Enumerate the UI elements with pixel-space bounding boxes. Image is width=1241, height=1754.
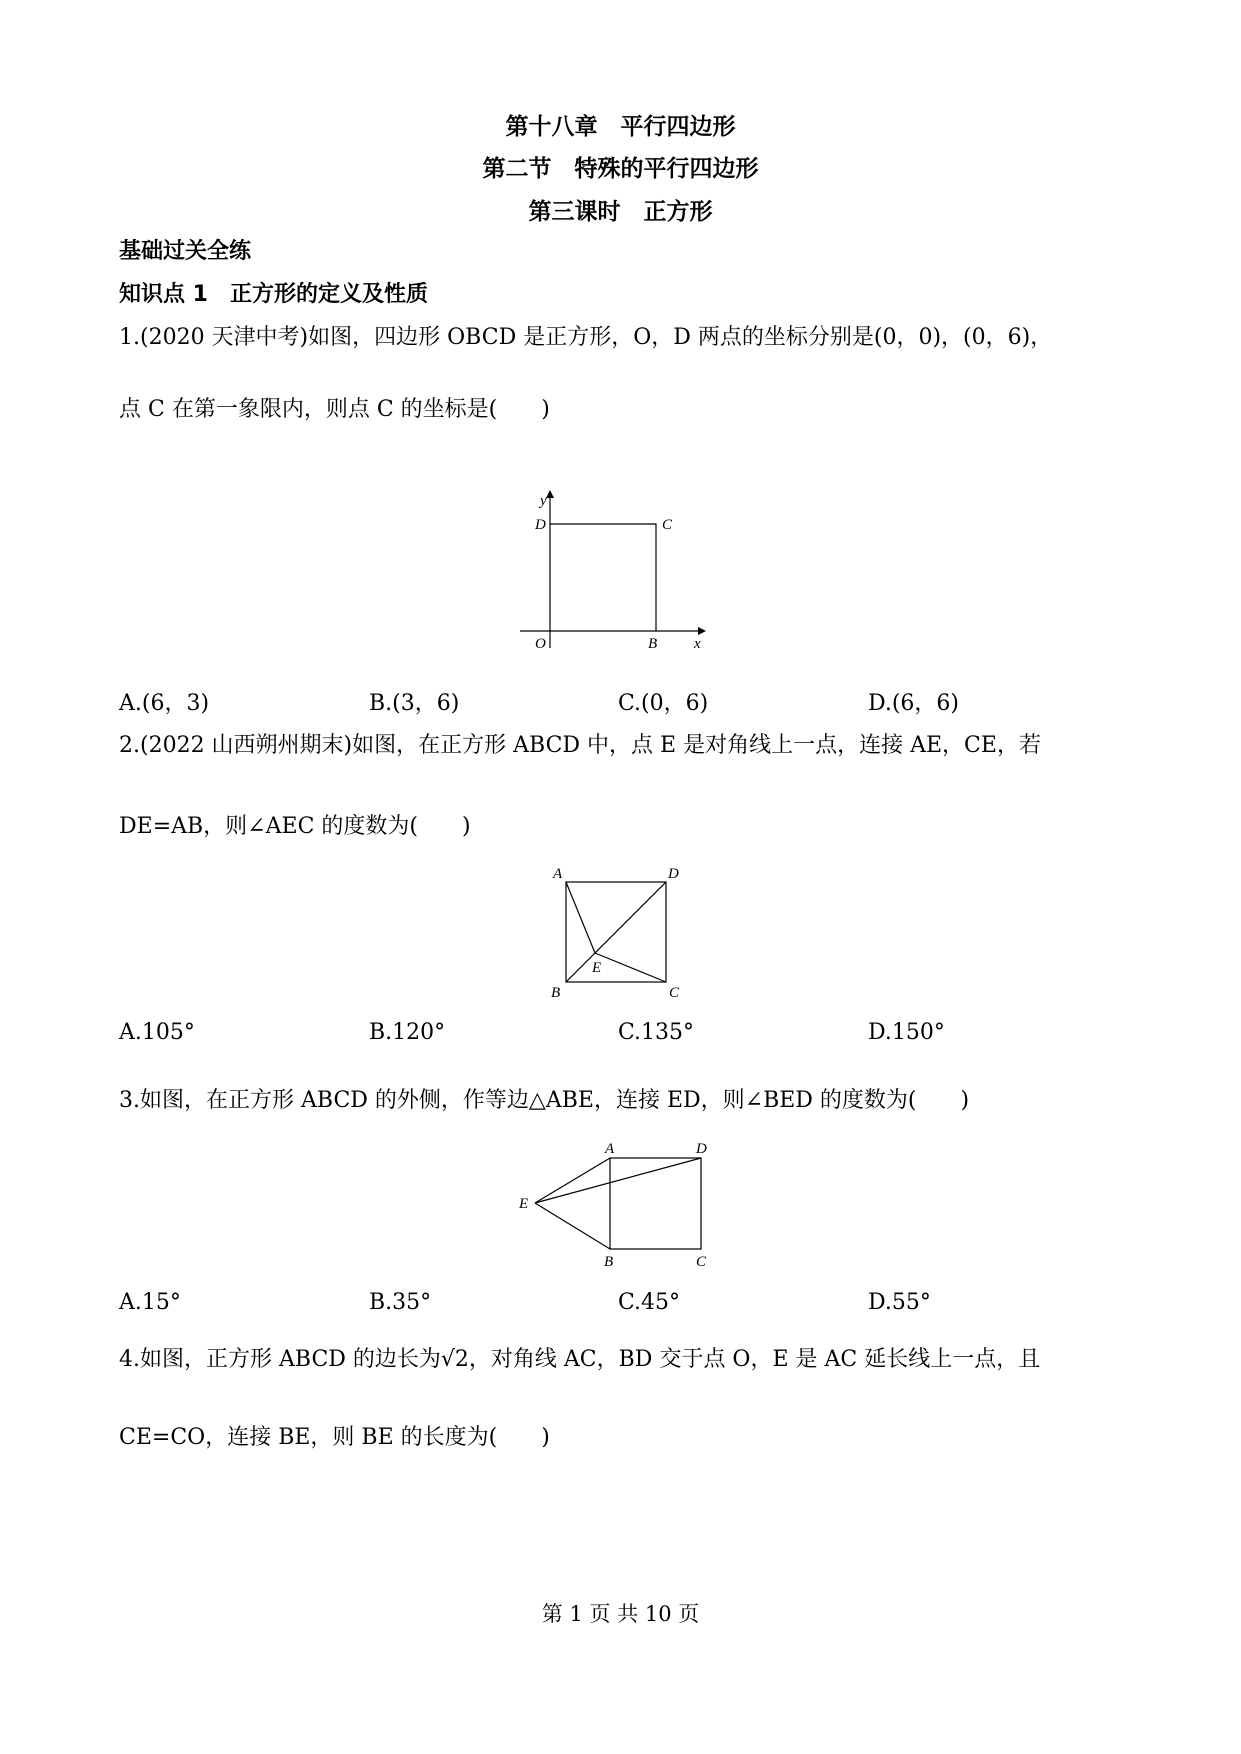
lesson-title: 第三课时 正方形 (528, 199, 713, 225)
square-abcd (610, 1158, 701, 1249)
segment-ed (535, 1158, 701, 1203)
label-e: E (519, 1196, 529, 1212)
segment-ea (535, 1158, 610, 1203)
label-o: O (535, 636, 546, 652)
segment-ce (595, 953, 666, 982)
section-title: 第二节 特殊的平行四边形 (482, 156, 759, 182)
question-2-option-b: B.120° (369, 1020, 446, 1045)
question-2-text-line2: DE=AB，则∠AEC 的度数为( ) (119, 814, 471, 839)
question-3-option-d: D.55° (868, 1290, 931, 1315)
question-2-figure (548, 862, 698, 1002)
chapter-title: 第十八章 平行四边形 (505, 114, 736, 140)
practice-heading: 基础过关全练 (119, 239, 252, 264)
question-3-option-c: C.45° (618, 1290, 681, 1315)
y-axis-arrow-icon (546, 490, 554, 498)
question-2-option-c: C.135° (618, 1020, 695, 1045)
question-3-figure (516, 1135, 736, 1280)
knowledge-point-heading: 知识点 1 正方形的定义及性质 (119, 282, 428, 307)
square-obcd (550, 524, 656, 631)
question-4-text-line1: 4.如图，正方形 ABCD 的边长为√2，对角线 AC，BD 交于点 O，E 是 AC 延长线上一点，且 (119, 1347, 1041, 1372)
label-d: D (668, 866, 679, 882)
diagonal-bd (566, 882, 666, 982)
segment-ae (566, 882, 595, 953)
question-1-text-line2: 点 C 在第一象限内，则点 C 的坐标是( ) (119, 397, 550, 422)
question-1-option-c: C.(0，6) (618, 691, 709, 716)
label-a: A (605, 1141, 615, 1157)
question-1-option-b: B.(3，6) (369, 691, 460, 716)
label-a: A (553, 866, 563, 882)
label-y: y (540, 493, 547, 509)
segment-eb (535, 1203, 610, 1249)
label-b: B (551, 985, 561, 1001)
page-footer: 第 1 页 共 10 页 (541, 1602, 700, 1626)
label-e: E (592, 960, 602, 976)
question-2-option-d: D.150° (868, 1020, 945, 1045)
x-axis-arrow-icon (698, 627, 706, 635)
question-1-text-line1: 1.(2020 天津中考)如图，四边形 OBCD 是正方形，O，D 两点的坐标分别是(0，0)，(0，6)， (119, 325, 1053, 350)
question-4-text-line2: CE=CO，连接 BE，则 BE 的长度为( ) (119, 1425, 550, 1450)
question-1-option-a: A.(6，3) (119, 691, 210, 716)
label-c: C (662, 517, 673, 533)
question-1-option-d: D.(6，6) (868, 691, 960, 716)
label-c: C (696, 1254, 707, 1270)
label-d: D (696, 1141, 707, 1157)
question-2-text-line1: 2.(2022 山西朔州期末)如图，在正方形 ABCD 中，点 E 是对角线上一点，连接 AE，CE，若 (119, 733, 1041, 758)
label-b: B (604, 1254, 614, 1270)
question-3-text-line1: 3.如图，在正方形 ABCD 的外侧，作等边△ABE，连接 ED，则∠BED 的度数为( ) (119, 1088, 970, 1113)
label-c: C (669, 985, 680, 1001)
question-3-option-b: B.35° (369, 1290, 432, 1315)
label-b: B (648, 636, 658, 652)
label-d: D (535, 517, 546, 533)
question-2-option-a: A.105° (119, 1020, 195, 1045)
question-3-option-a: A.15° (119, 1290, 181, 1315)
label-x: x (694, 636, 701, 652)
question-1-figure (520, 488, 720, 658)
